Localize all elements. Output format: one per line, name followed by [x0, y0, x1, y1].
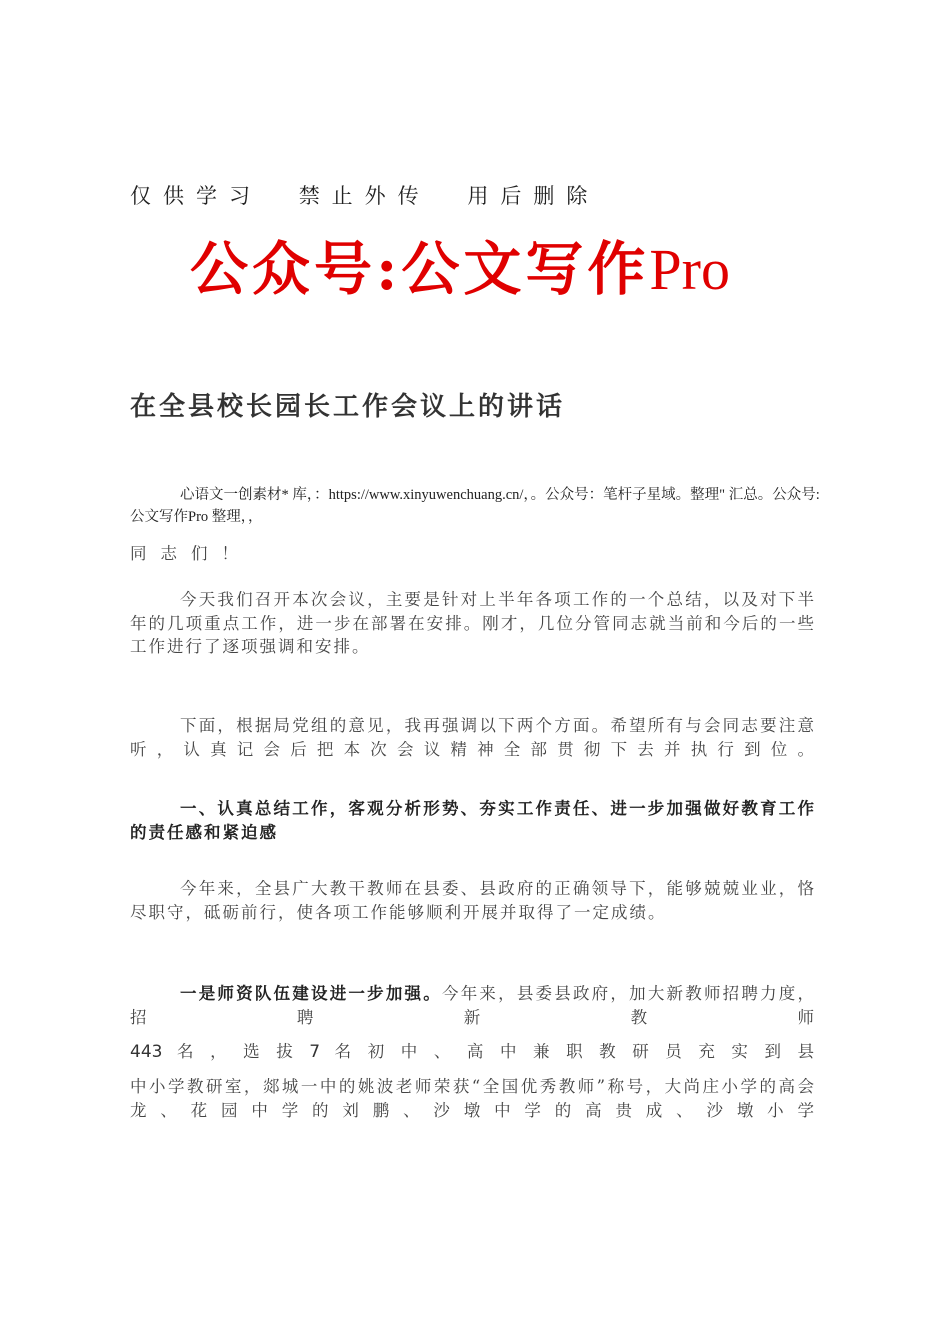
paragraph-summary: 今年来，全县广大教干教师在县委、县政府的正确领导下，能够兢兢业业，恪尽职守，砥砺前行，使各项工作能够顺利开展并取得了一定成绩。	[130, 879, 816, 922]
paragraph-point-1	[130, 982, 816, 1029]
researcher-count: 7	[309, 1042, 321, 1062]
brand-suffix: Pro	[649, 237, 730, 302]
greeting: 同志们！	[130, 544, 252, 563]
paragraph-outline: 下面，根据局党组的意见，我再强调以下两个方面。希望所有与会同志要注意听，认真记会后把本次会议精神全部贯彻下去并执行到位。	[130, 716, 816, 759]
notice-item: 仅供学习	[130, 184, 262, 208]
point-text: 名初中、高中兼职教研员充实到县	[320, 1042, 817, 1061]
brand-name: 公众号:公文写作	[190, 235, 650, 303]
paragraph-point-1-cont	[130, 1040, 816, 1065]
paragraph-intro: 今天我们召开本次会议，主要是针对上半年各项工作的一个总结，以及对下半年的几项重点工作，进一步在部署在安排。刚才，几位分管同志就当前和今后的一些工作进行了逐项强调和安排。	[130, 590, 816, 656]
point-text: 今年来，县委县政府，加大新教师招聘力度，招聘新教师	[130, 984, 817, 1027]
notice-item: 禁止外传	[298, 184, 431, 208]
teacher-count: 443	[130, 1042, 163, 1062]
page-title: 在全县校长园长工作会议上的讲话	[130, 392, 566, 422]
source-note: 心语文一创素材* 库，：https://www.xinyuwenchuang.cn/，。公众号：笔杆子星域。整理" 汇总。公众号: 公文写作Pro 整理，，	[130, 487, 820, 525]
paragraph-awards: 中小学教研室，郯城一中的姚波老师荣获“全国优秀教师”称号，大尚庄小学的高会龙、花园中学的刘鹏、沙墩中学的高贵成、沙墩小学	[130, 1077, 816, 1120]
brand-banner	[190, 222, 730, 306]
point-text: 名，选拔	[162, 1042, 310, 1061]
notice-line	[130, 180, 617, 210]
section-heading-1: 一、认真总结工作，客观分析形势、夯实工作责任、进一步加强做好教育工作的责任感和紧迫感	[130, 799, 816, 842]
point-heading: 一是师资队伍建设进一步加强。	[180, 984, 442, 1003]
notice-item: 用后删除	[467, 184, 600, 208]
